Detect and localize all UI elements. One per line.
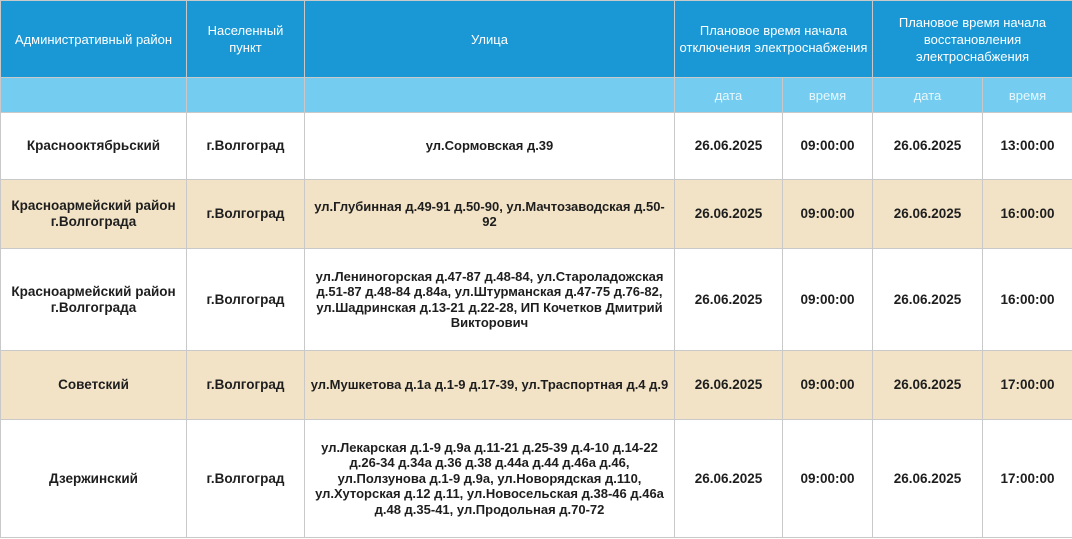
cell-locality: г.Волгоград (187, 180, 305, 249)
cell-locality: г.Волгоград (187, 420, 305, 538)
subheader-on-date: дата (873, 78, 983, 113)
cell-locality: г.Волгоград (187, 249, 305, 351)
cell-street: ул.Глубинная д.49-91 д.50-90, ул.Мачтозаводская д.50-92 (305, 180, 675, 249)
cell-district: Советский (1, 351, 187, 420)
cell-off-date: 26.06.2025 (675, 351, 783, 420)
cell-on-time: 17:00:00 (983, 351, 1072, 420)
subheader-off-time: время (783, 78, 873, 113)
subheader-on-time: время (983, 78, 1072, 113)
cell-street: ул.Сормовская д.39 (305, 113, 675, 180)
cell-district: Красноармейский район г.Волгограда (1, 180, 187, 249)
cell-off-date: 26.06.2025 (675, 180, 783, 249)
header-on-time: Плановое время начала восстановления электроснабжения (873, 1, 1072, 78)
table-row (1, 249, 1072, 351)
cell-locality: г.Волгоград (187, 351, 305, 420)
cell-on-date: 26.06.2025 (873, 113, 983, 180)
cell-off-time: 09:00:00 (783, 420, 873, 538)
cell-on-date: 26.06.2025 (873, 420, 983, 538)
cell-street: ул.Лекарская д.1-9 д.9а д.11-21 д.25-39 д.4-10 д.14-22 д.26-34 д.34а д.36 д.38 д.44а д.44 д.46а д.46, ул.Ползунова д.1-9 д.9а, ул.Новорядская д.110, ул.Хуторская д.12 д.11, ул.Новосельская д.38-46 д.46а д.48 д.35-41, ул.Продольная д.70-72 (305, 420, 675, 538)
cell-street: ул.Мушкетова д.1а д.1-9 д.17-39, ул.Траспортная д.4 д.9 (305, 351, 675, 420)
subheader-empty (305, 78, 675, 113)
header-off-time: Плановое время начала отключения электроснабжения (675, 1, 873, 78)
cell-district: Дзержинский (1, 420, 187, 538)
subheader-empty (187, 78, 305, 113)
cell-district: Красноармейский район г.Волгограда (1, 249, 187, 351)
cell-off-time: 09:00:00 (783, 351, 873, 420)
cell-on-time: 13:00:00 (983, 113, 1072, 180)
cell-off-date: 26.06.2025 (675, 249, 783, 351)
subheader-off-date: дата (675, 78, 783, 113)
cell-off-time: 09:00:00 (783, 113, 873, 180)
table-row (1, 180, 1072, 249)
header-street: Улица (305, 1, 675, 78)
cell-street: ул.Лениногорская д.47-87 д.48-84, ул.Староладожская д.51-87 д.48-84 д.84а, ул.Штурманская д.47-75 д.76-82, ул.Шадринская д.13-21 д.22-28, ИП Кочетков Дмитрий Викторович (305, 249, 675, 351)
cell-on-time: 17:00:00 (983, 420, 1072, 538)
table-row (1, 113, 1072, 180)
cell-off-time: 09:00:00 (783, 180, 873, 249)
cell-on-date: 26.06.2025 (873, 249, 983, 351)
cell-on-time: 16:00:00 (983, 249, 1072, 351)
table-subheader-row (1, 78, 1072, 113)
table-header-row (1, 1, 1072, 78)
table-row (1, 351, 1072, 420)
header-locality: Населенный пункт (187, 1, 305, 78)
cell-on-time: 16:00:00 (983, 180, 1072, 249)
cell-district: Краснооктябрьский (1, 113, 187, 180)
header-district: Административный район (1, 1, 187, 78)
cell-off-date: 26.06.2025 (675, 420, 783, 538)
cell-locality: г.Волгоград (187, 113, 305, 180)
cell-on-date: 26.06.2025 (873, 351, 983, 420)
subheader-empty (1, 78, 187, 113)
cell-off-time: 09:00:00 (783, 249, 873, 351)
table-row (1, 420, 1072, 538)
cell-off-date: 26.06.2025 (675, 113, 783, 180)
cell-on-date: 26.06.2025 (873, 180, 983, 249)
